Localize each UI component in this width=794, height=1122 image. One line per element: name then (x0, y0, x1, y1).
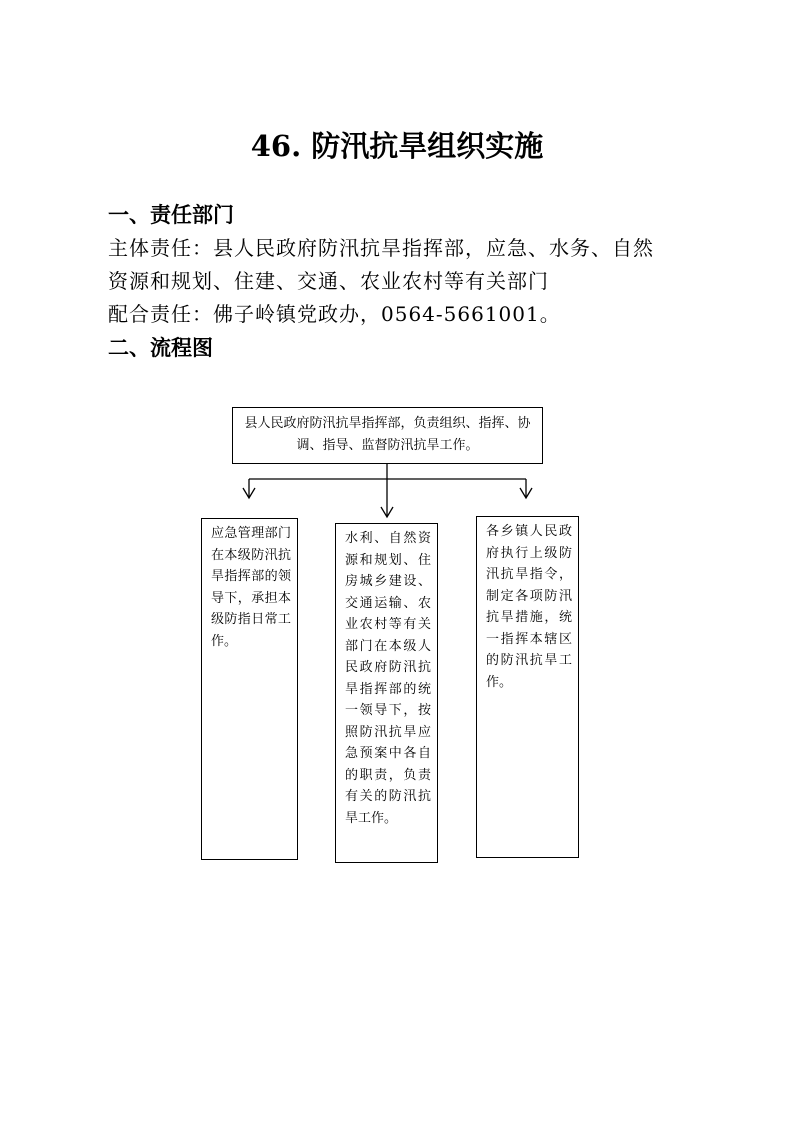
flowchart-right-box: 各乡镇人民政府执行上级防汛抗旱指令，制定各项防汛抗旱措施，统一指挥本辖区的防汛抗旱工作。 (476, 516, 579, 858)
flowchart-left-box: 应急管理部门在本级防汛抗旱指挥部的领导下，承担本级防指日常工作。 (201, 518, 298, 860)
responsibility-line-2: 资源和规划、住建、交通、农业农村等有关部门 (108, 269, 549, 293)
section-heading-flowchart: 二、流程图 (108, 336, 213, 360)
arrowhead-right (520, 488, 532, 498)
responsibility-line-1: 主体责任：县人民政府防汛抗旱指挥部，应急、水务、自然 (108, 236, 654, 260)
arrowhead-left (243, 488, 255, 498)
arrowhead-middle (381, 507, 393, 517)
page-title: 46. 防汛抗旱组织实施 (250, 129, 544, 163)
flowchart-top-box: 县人民政府防汛抗旱指挥部，负责组织、指挥、协调、指导、监督防汛抗旱工作。 (232, 407, 543, 464)
responsibility-line-3: 配合责任：佛子岭镇党政办，0564-5661001。 (108, 302, 561, 326)
flowchart-middle-box: 水利、自然资源和规划、住房城乡建设、交通运输、农业农村等有关部门在本级人民政府防汛抗旱指挥部的统一领导下，按照防汛抗旱应急预案中各自的职责，负责有关的防汛抗旱工作。 (335, 523, 438, 863)
section-heading-responsibility: 一、责任部门 (108, 203, 234, 227)
